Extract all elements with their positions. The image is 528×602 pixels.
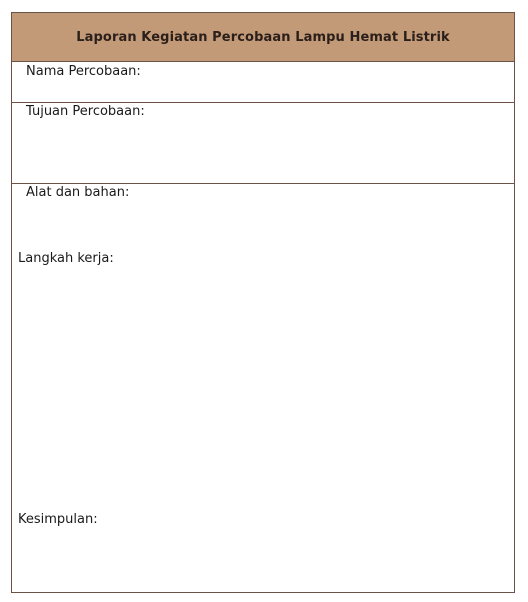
experiment-goal-label: Tujuan Percobaan:	[26, 104, 145, 119]
experiment-name-label: Nama Percobaan:	[26, 64, 141, 79]
row-divider	[12, 102, 514, 103]
tools-materials-label: Alat dan bahan:	[26, 185, 130, 200]
work-steps-label: Langkah kerja:	[18, 251, 114, 266]
form-header	[12, 13, 514, 62]
form-title: Laporan Kegiatan Percobaan Lampu Hemat Listrik	[76, 29, 450, 45]
conclusion-label: Kesimpulan:	[18, 512, 98, 527]
experiment-report-form	[11, 12, 515, 593]
row-divider	[12, 183, 514, 184]
